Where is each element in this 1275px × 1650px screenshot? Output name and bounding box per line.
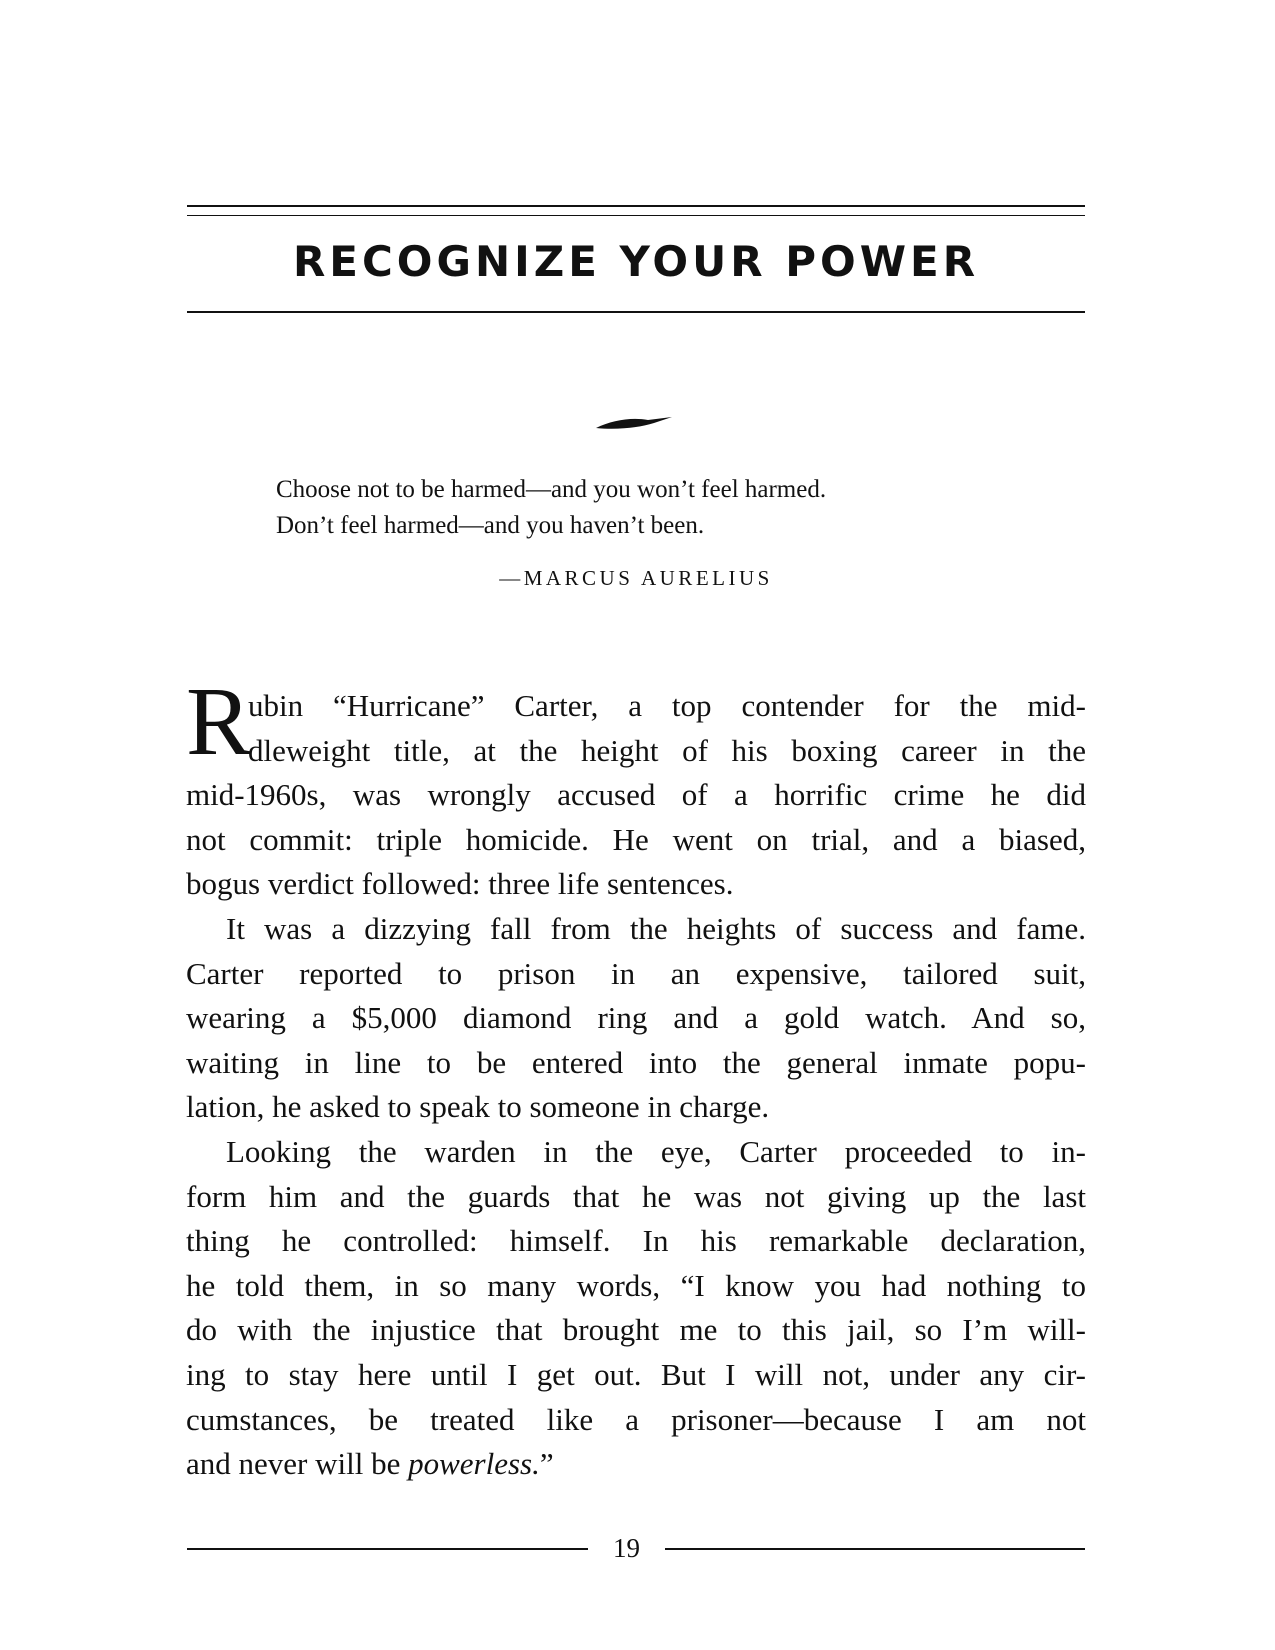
final-line-suffix: ” bbox=[539, 1446, 554, 1482]
text-line: It was a dizzying fall from the heights of success and fame. bbox=[226, 910, 1086, 946]
chapter-title: RECOGNIZE YOUR POWER bbox=[292, 237, 980, 286]
text-line: cumstances, be treated like a prisoner—because I am not bbox=[186, 1401, 1086, 1437]
top-double-rule-upper bbox=[187, 205, 1085, 207]
text-line: ing to stay here until I get out. But I will not, under any cir- bbox=[186, 1356, 1086, 1392]
flourish-ornament-icon bbox=[594, 409, 674, 433]
text-line: form him and the guards that he was not giving up the last bbox=[186, 1178, 1086, 1214]
title-underline-rule bbox=[187, 311, 1085, 313]
text-line: Carter reported to prison in an expensive, tailored suit, bbox=[186, 955, 1086, 991]
text-line: Looking the warden in the eye, Carter proceeded to in- bbox=[226, 1133, 1086, 1169]
final-line-prefix: and never will be bbox=[186, 1446, 409, 1482]
text-line: thing he controlled: himself. In his remarkable declaration, bbox=[186, 1223, 1086, 1259]
paragraph-3 bbox=[186, 1130, 1086, 1487]
top-double-rule-lower bbox=[187, 215, 1085, 216]
text-line: waiting in line to be entered into the general inmate popu- bbox=[186, 1044, 1086, 1080]
text-line: mid-1960s, was wrongly accused of a horrific crime he did bbox=[186, 777, 1086, 813]
footer-rule-right bbox=[665, 1548, 1085, 1550]
paragraph-1 bbox=[186, 668, 1086, 907]
text-line: bogus verdict followed: three life sentences. bbox=[186, 866, 734, 902]
text-line: ubin “Hurricane” Carter, a top contender for the mid- bbox=[248, 688, 1086, 723]
body-text bbox=[186, 668, 1086, 1487]
drop-cap: R bbox=[186, 668, 252, 776]
page-number: 19 bbox=[613, 1533, 640, 1563]
footer-rule-left bbox=[187, 1548, 588, 1550]
epigraph-attribution: —MARCUS AURELIUS bbox=[499, 566, 773, 590]
paragraph-2 bbox=[186, 907, 1086, 1130]
text-line: not commit: triple homicide. He went on trial, and a biased, bbox=[186, 821, 1086, 857]
text-line: wearing a $5,000 diamond ring and a gold watch. And so, bbox=[186, 1000, 1086, 1036]
emphasized-word: powerless. bbox=[408, 1446, 540, 1482]
text-line: lation, he asked to speak to someone in charge. bbox=[186, 1089, 770, 1125]
epigraph-line-2: Don’t feel harmed—and you haven’t been. bbox=[276, 512, 705, 539]
text-line-final bbox=[186, 1442, 1086, 1487]
text-line: do with the injustice that brought me to this jail, so I’m will- bbox=[186, 1312, 1086, 1348]
epigraph-line-1: Choose not to be harmed—and you won’t feel harmed. bbox=[276, 476, 827, 503]
text-line: dleweight title, at the height of his boxing career in the bbox=[248, 732, 1086, 768]
text-line: he told them, in so many words, “I know you had nothing to bbox=[186, 1267, 1086, 1303]
